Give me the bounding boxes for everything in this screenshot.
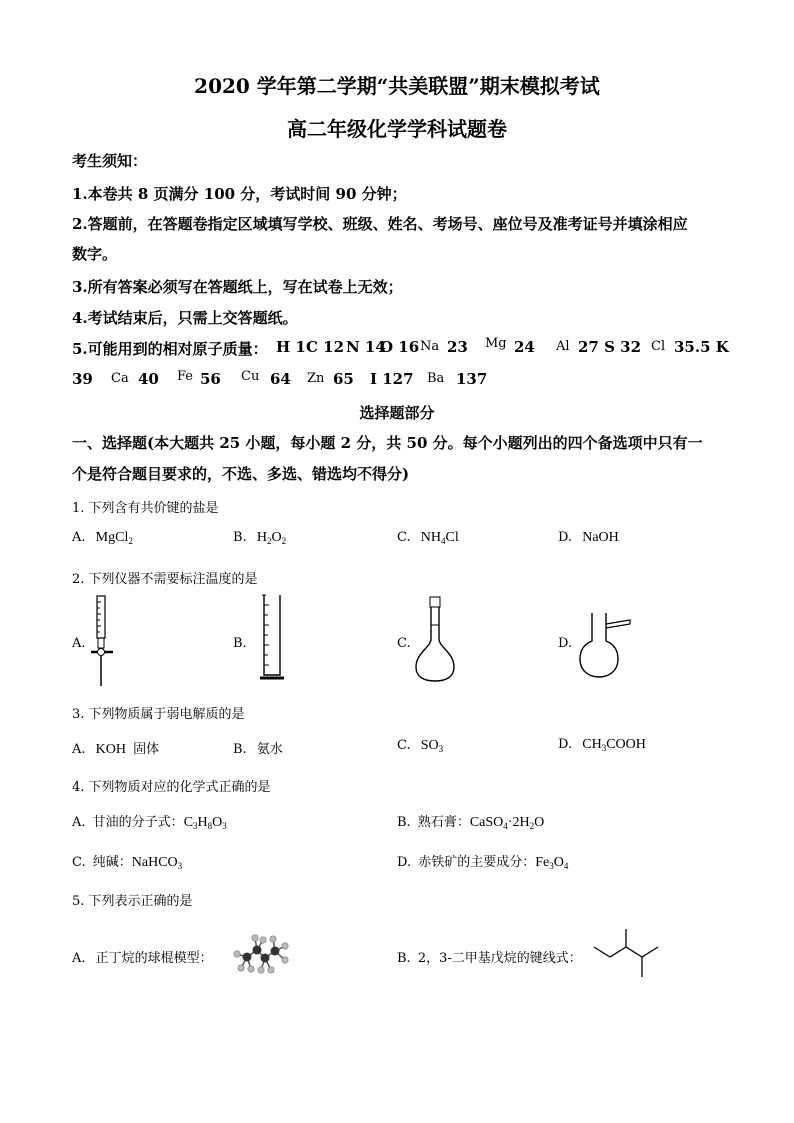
option-letter: B.: [397, 951, 411, 966]
q3-option-a[interactable]: [72, 738, 159, 758]
q4-option-c[interactable]: [72, 851, 182, 871]
q5-option-b[interactable]: [397, 947, 582, 966]
option-letter: D.: [397, 855, 412, 870]
option-letter: D.: [558, 530, 573, 545]
mass-ba-symbol: Ba: [427, 371, 445, 386]
q4-option-b[interactable]: [397, 811, 544, 831]
mass-zn: 65: [333, 370, 354, 388]
option-text: 氨水: [256, 742, 283, 757]
mass-ba: 137: [456, 370, 488, 388]
graduated-cylinder-icon: [252, 593, 292, 683]
mass-ca-symbol: Ca: [111, 371, 129, 386]
mass-o: O 16: [380, 338, 420, 356]
option-text: 纯碱：: [92, 855, 132, 870]
note-3: 3.所有答案必须写在答题纸上，写在试卷上无效；: [72, 278, 403, 296]
option-letter: A.: [72, 815, 86, 830]
formula: $CH_3COOH$: [582, 737, 646, 753]
option-letter: A.: [72, 530, 86, 545]
q1-option-c[interactable]: [397, 530, 459, 546]
q4-option-a[interactable]: [72, 811, 227, 831]
mass-cu-symbol: Cu: [241, 369, 260, 384]
notes-heading: 考生须知：: [72, 152, 148, 170]
mass-i: I 127: [370, 370, 414, 388]
q5-option-a[interactable]: [72, 947, 213, 966]
section-instruction-1: 一、选择题(本大题共 25 小题，每小题 2 分，共 50 分。每个小题列出的四个备选项中只有一: [72, 434, 703, 452]
option-text: 固体: [133, 742, 160, 757]
q1-option-a[interactable]: [72, 530, 133, 546]
mass-cl-symbol: Cl: [651, 339, 666, 354]
formula: $NH_4Cl$: [420, 530, 459, 546]
formula: $SO_3$: [420, 738, 444, 754]
formula: $Fe_3O_4$: [535, 855, 569, 871]
note-1: 1.本卷共 8 页满分 100 分，考试时间 90 分钟；: [72, 185, 407, 203]
q2-stem: 2. 下列仪器不需要标注温度的是: [72, 572, 258, 587]
formula: MgCl$_2$: [95, 530, 133, 546]
mass-mg: 24: [514, 338, 535, 356]
q2-option-d-label[interactable]: D.: [558, 636, 573, 651]
mass-fe: 56: [200, 370, 221, 388]
q3-option-d[interactable]: [558, 737, 646, 753]
burette-icon: [88, 594, 118, 689]
formula: $C_3H_8O_3$: [183, 815, 227, 831]
mass-n: N 14: [346, 338, 386, 356]
formula: $CaSO_4\cdot 2H_2O$: [469, 815, 545, 831]
mass-ca: 40: [138, 370, 159, 388]
option-letter: B.: [397, 815, 411, 830]
option-letter: C.: [397, 738, 411, 753]
q2-option-b-label[interactable]: B.: [233, 636, 247, 651]
option-text: 甘油的分子式：: [92, 815, 184, 830]
skeletal-formula-icon: [590, 927, 665, 982]
q1-option-b[interactable]: [233, 530, 286, 546]
section-title: 选择题部分: [359, 404, 435, 422]
option-letter: B.: [233, 530, 247, 545]
option-text: 赤铁矿的主要成分：: [418, 855, 536, 870]
q4-option-d[interactable]: [397, 851, 568, 871]
q5-stem: 5. 下列表示正确的是: [72, 894, 193, 909]
formula: NaHCO$_3$: [131, 855, 183, 871]
mass-k: 39: [72, 370, 93, 388]
q1-option-d[interactable]: [558, 530, 619, 546]
note-2a: 2.答题前，在答题卷指定区域填写学校、班级、姓名、考场号、座位号及准考证号并填涂相应: [72, 215, 688, 233]
exam-subtitle: 高二年级化学学科试题卷: [287, 117, 507, 141]
mass-na: 23: [447, 338, 468, 356]
mass-zn-symbol: Zn: [307, 371, 325, 386]
note-4: 4.考试结束后，只需上交答题纸。: [72, 309, 298, 327]
mass-c: C 12: [306, 338, 345, 356]
ball-and-stick-model-icon: [225, 922, 295, 982]
note-5: 5.可能用到的相对原子质量：: [72, 340, 268, 358]
option-letter: B.: [233, 742, 247, 757]
q3-stem: 3. 下列物质属于弱电解质的是: [72, 707, 245, 722]
option-letter: A.: [72, 951, 86, 966]
q2-option-a-label[interactable]: A.: [72, 636, 86, 651]
formula: $H_2O_2$: [256, 530, 287, 546]
mass-al-symbol: Al: [556, 339, 570, 354]
mass-al-s: 27 S 32: [578, 338, 642, 356]
mass-cu: 64: [270, 370, 291, 388]
distillation-flask-icon: [578, 611, 638, 681]
exam-title: 2020 学年第二学期“共美联盟”期末模拟考试: [194, 74, 600, 98]
option-letter: A.: [72, 742, 86, 757]
option-text: 2，3-二甲基戊烷的键线式：: [417, 951, 582, 966]
option-letter: D.: [558, 737, 573, 752]
mass-cl-k: 35.5 K: [674, 338, 729, 356]
volumetric-flask-icon: [410, 597, 460, 687]
note-2b: 数字。: [72, 245, 118, 263]
formula: KOH: [95, 742, 127, 757]
mass-na-symbol: Na: [420, 339, 440, 354]
q3-option-c[interactable]: [397, 738, 443, 754]
mass-h: H 1: [276, 338, 306, 356]
q3-option-b[interactable]: [233, 738, 283, 757]
formula: NaOH: [582, 530, 619, 545]
option-text: 熟石膏：: [417, 815, 470, 830]
option-letter: C.: [72, 855, 86, 870]
mass-fe-symbol: Fe: [177, 369, 194, 384]
q2-option-c-label[interactable]: C.: [397, 636, 411, 651]
option-text: 正丁烷的球棍模型：: [95, 951, 213, 966]
q4-stem: 4. 下列物质对应的化学式正确的是: [72, 780, 271, 795]
mass-mg-symbol: Mg: [485, 336, 507, 351]
option-letter: C.: [397, 530, 411, 545]
section-instruction-2: 个是符合题目要求的，不选、多选、错选均不得分): [72, 465, 410, 483]
q1-stem: 1. 下列含有共价键的盐是: [72, 501, 219, 516]
